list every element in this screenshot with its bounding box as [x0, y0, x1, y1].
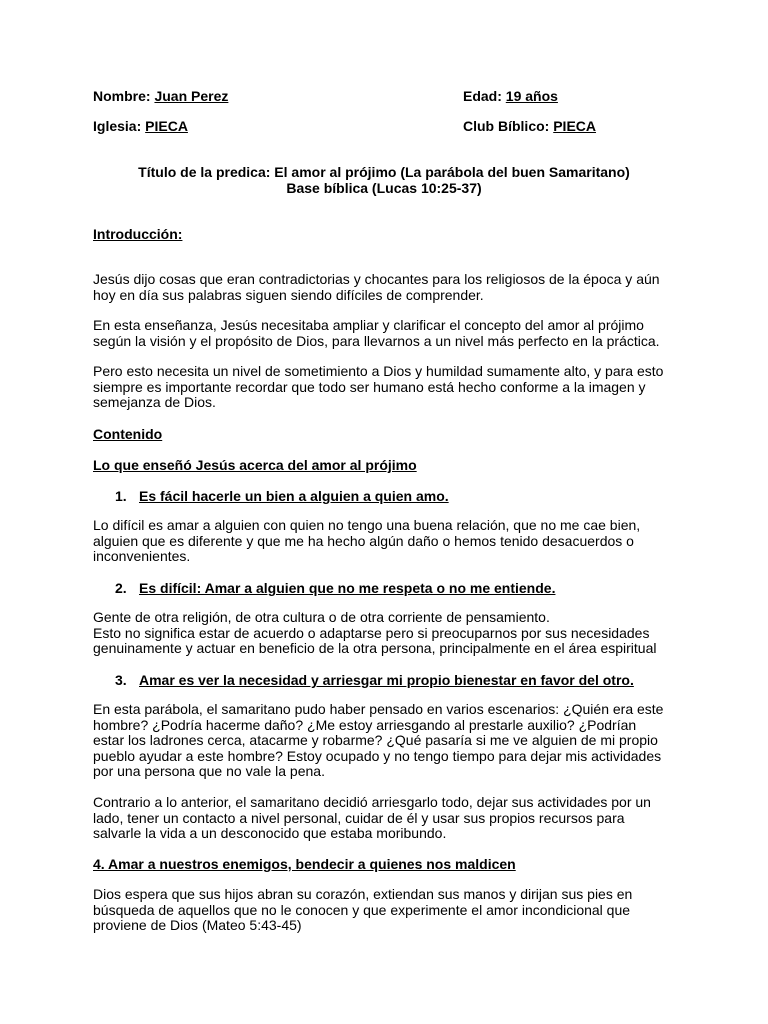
intro-paragraph-3: [93, 364, 683, 411]
edad-field: [463, 88, 558, 104]
intro-paragraph-2: [93, 318, 683, 349]
text-line: genuinamente y actuar en beneficio de la otra persona, principalmente en el área espiritual: [93, 640, 657, 657]
list-item-2-title: [115, 580, 555, 596]
iglesia-value: PIECA: [145, 118, 188, 134]
text-line: Lo difícil es amar a alguien con quien no tengo una buena relación, que no me cae bien,: [93, 517, 641, 533]
text-line: búsqueda de aquellos que no le conocen y que experimente el amor incondicional que: [93, 901, 631, 918]
text-line: según la visión y el propósito de Dios, para llevarnos a un nivel más perfecto en la práctica.: [93, 332, 660, 349]
text-line: salvarle la vida a un desconocido que estaba moribundo.: [93, 825, 447, 842]
bible-base: Base bíblica (Lucas 10:25-37): [286, 180, 482, 196]
list-item-1-title: [115, 488, 449, 504]
text-line: hoy en día sus palabras siguen siendo difíciles de comprender.: [93, 286, 484, 303]
text-line: estar los ladrones cerca, atacarme y robarme? ¿Qué pasaría si me ve alguien de mi propio: [93, 732, 658, 749]
intro-heading: Introducción:: [93, 226, 183, 242]
content-subheading: Lo que enseñó Jesús acerca del amor al prójimo: [93, 457, 417, 473]
list-title: Es fácil hacerle un bien a alguien a quien amo.: [139, 488, 449, 504]
iglesia-field: [93, 118, 188, 134]
nombre-label: Nombre:: [93, 88, 151, 104]
text-line: semejanza de Dios.: [93, 394, 216, 411]
text-line: Dios espera que sus hijos abran su corazón, extiendan sus manos y dirijan sus pies en: [93, 886, 633, 902]
nombre-value: Juan Perez: [154, 88, 229, 104]
item-3-paragraph-2: [93, 795, 683, 842]
intro-paragraph-1: [93, 272, 683, 303]
list-number: 1.: [115, 488, 127, 504]
list-item-4-title: 4. Amar a nuestros enemigos, bendecir a quienes nos maldicen: [93, 856, 516, 872]
text-line: Esto no significa estar de acuerdo o adaptarse pero si preocuparnos por sus necesidades: [93, 624, 650, 641]
text-line: hombre? ¿Podría hacerme daño? ¿Me estoy arriesgando al prestarle auxilio? ¿Podrían: [93, 716, 637, 733]
text-line: pueblo ayudar a este hombre? Estoy ocupado y no tengo tiempo para dejar mis actividades: [93, 747, 662, 764]
club-value: PIECA: [553, 118, 597, 134]
text-line: por una persona que no vale la pena.: [93, 763, 325, 780]
edad-value: 19 años: [505, 88, 558, 104]
text-line: alguien que es diferente y que me ha hecho algún daño o hemos tenido desacuerdos o: [93, 532, 634, 549]
text-line: Gente de otra religión, de otra cultura o de otra corriente de pensamiento.: [93, 609, 550, 625]
text-line: Pero esto necesita un nivel de sometimiento a Dios y humildad sumamente alto, y para esto: [93, 363, 664, 379]
text-line: En esta enseñanza, Jesús necesitaba ampliar y clarificar el concepto del amor al prójimo: [93, 317, 644, 333]
list-number: 2.: [115, 580, 127, 596]
iglesia-label: Iglesia:: [93, 118, 142, 134]
text-line: siempre es importante recordar que todo ser humano está hecho conforme a la imagen y: [93, 378, 646, 395]
list-number: 3.: [115, 672, 127, 688]
text-line: Contrario a lo anterior, el samaritano decidió arriesgarlo todo, dejar sus actividades por un: [93, 794, 651, 810]
text-line: inconvenientes.: [93, 548, 191, 565]
club-field: [463, 118, 596, 134]
text-line: lado, tener un contacto a nivel personal, cuidar de él y usar sus propios recursos para: [93, 809, 625, 826]
list-item-3-title: [115, 672, 634, 688]
text-line: proviene de Dios (Mateo 5:43-45): [93, 917, 302, 934]
nombre-field: [93, 88, 228, 104]
text-line: Jesús dijo cosas que eran contradictorias y chocantes para los religiosos de la época y aún: [93, 271, 660, 287]
list-title: Es difícil: Amar a alguien que no me respeta o no me entiende.: [139, 580, 556, 596]
edad-label: Edad:: [463, 88, 502, 104]
content-heading: Contenido: [93, 426, 163, 442]
item-3-paragraph-1: [93, 702, 683, 780]
item-2-paragraph: [93, 610, 683, 657]
club-label: Club Bíblico:: [463, 118, 550, 134]
text-line: En esta parábola, el samaritano pudo haber pensado en varios escenarios: ¿Quién era este: [93, 701, 664, 717]
item-4-paragraph: [93, 887, 683, 934]
sermon-title: Título de la predica: El amor al prójimo (La parábola del buen Samaritano): [138, 164, 630, 180]
list-title: Amar es ver la necesidad y arriesgar mi propio bienestar en favor del otro.: [139, 672, 634, 688]
item-1-paragraph: [93, 518, 683, 565]
